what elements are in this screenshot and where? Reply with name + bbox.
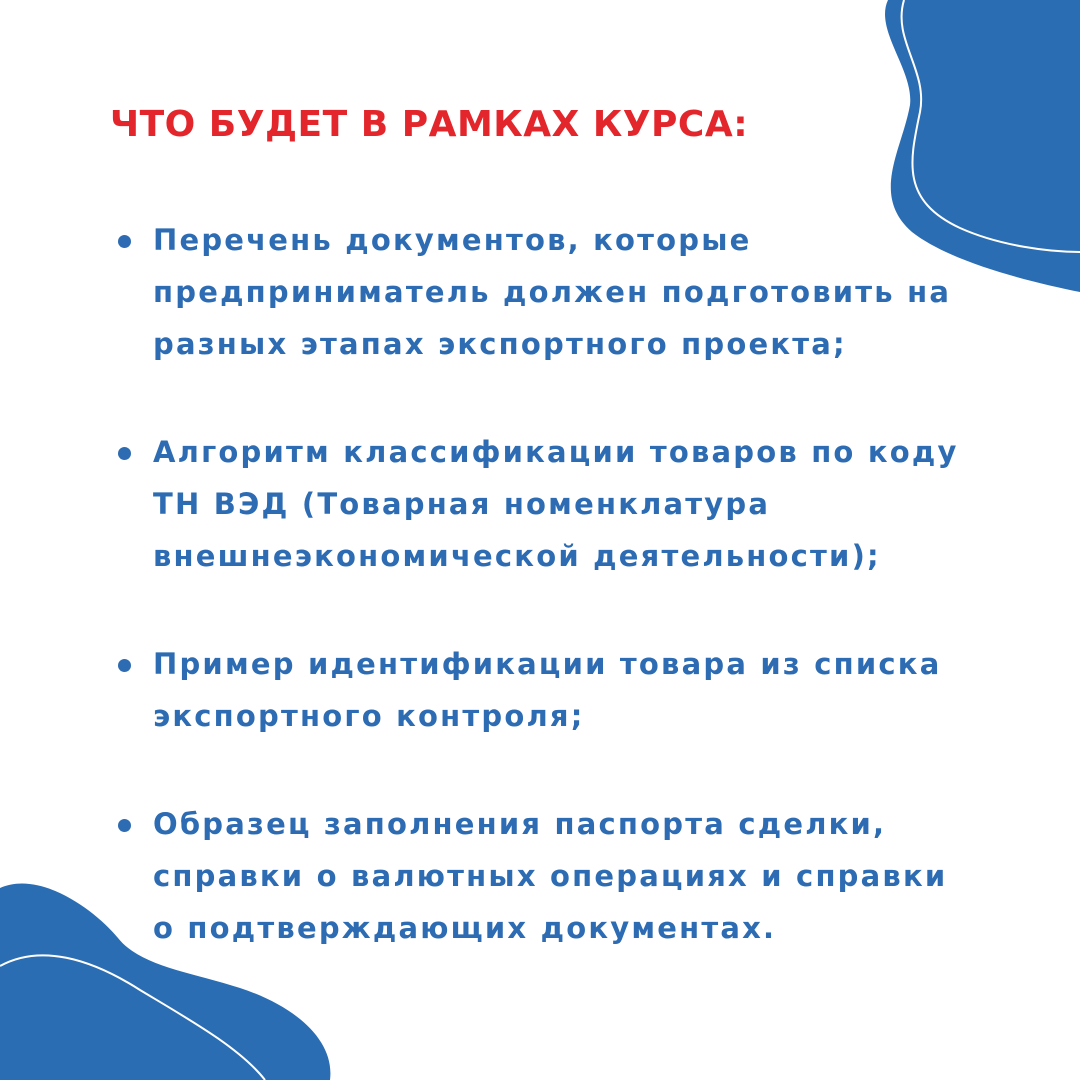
list-item-text-line: внешнеэкономической деятельности); [153, 539, 881, 573]
list-item-text-line: Алгоритм классификации товаров по коду [153, 435, 959, 469]
bullet-icon [118, 819, 131, 832]
bullet-icon [118, 235, 131, 248]
bullet-icon [118, 447, 131, 460]
list-item-text-line: экспортного контроля; [153, 699, 585, 733]
list-item-text-line: Перечень документов, которые [153, 223, 752, 257]
list-item [118, 426, 998, 582]
bullet-icon [118, 659, 131, 672]
list-item [118, 638, 998, 742]
list-item [118, 798, 998, 954]
list-item-text-line: Образец заполнения паспорта сделки, [153, 807, 887, 841]
list-item-text-line: Пример идентификации товара из списка [153, 647, 942, 681]
list-item-text-line: предприниматель должен подготовить на [153, 275, 952, 309]
list-item-text-line: о подтверждающих документах. [153, 911, 777, 945]
list-item [118, 214, 998, 370]
list-item-text-line: разных этапах экспортного проекта; [153, 327, 847, 361]
section-heading: ЧТО БУДЕТ В РАМКАХ КУРСА: [110, 104, 749, 145]
course-topics-list [118, 214, 998, 954]
list-item-text-line: справки о валютных операциях и справки [153, 859, 948, 893]
list-item-text-line: ТН ВЭД (Товарная номенклатура [153, 487, 771, 521]
